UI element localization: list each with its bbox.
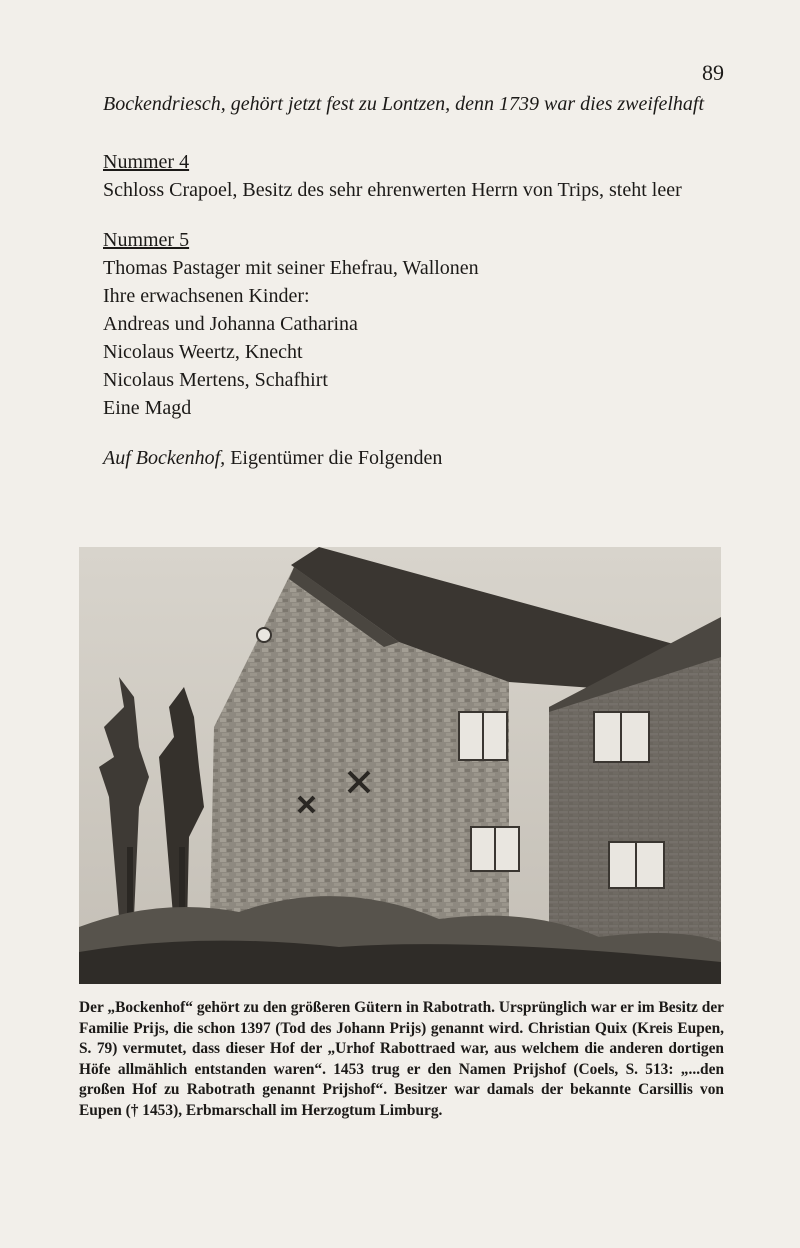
bockenhof-italic: Auf Bockenhof,: [103, 447, 226, 469]
bockenhof-line: [103, 444, 723, 472]
entry-line: Schloss Crapoel, Besitz des sehr ehrenwerten Herrn von Trips, steht leer: [103, 179, 682, 201]
main-text: [103, 90, 723, 472]
bockenhof-rest: Eigentümer die Folgenden: [225, 447, 443, 469]
entry-line: Thomas Pastager mit seiner Ehefrau, Wallonen: [103, 257, 479, 279]
bockenhof-photo-drawing: [79, 547, 721, 984]
page-number: 89: [702, 60, 724, 85]
entry-line: Andreas und Johanna Catharina: [103, 313, 358, 335]
photo-caption: Der „Bockenhof“ gehört zu den größeren Gütern in Rabotrath. Ursprünglich war er im Besitz der Familie Prijs, die schon 1397 (Tod des Johann Prijs) genannt wird. Christian Quix (Kreis Eupen, S. 79) vermutet, dass dieser Hof der „Urhof Rabottraed war, aus welchem die anderen dortigen Höfe allmählich entstanden waren“. 1453 trug er den Namen Prijshof (Coels, S. 513: „...den großen Hof zu Rabotrath genannt Prijshof“. Besitzer war damals der bekannte Carsillis von Eupen († 1453), Erbmarschall im Herzogtum Limburg.: [79, 999, 724, 1119]
entry-line: Eine Magd: [103, 397, 192, 419]
bockenhof-photo: [79, 547, 721, 984]
entry-heading: Nummer 4: [103, 151, 190, 173]
entry-nummer-4: [103, 148, 723, 204]
entry-line: Nicolaus Mertens, Schafhirt: [103, 369, 328, 391]
entry-line: Ihre erwachsenen Kinder:: [103, 285, 310, 307]
entry-heading: Nummer 5: [103, 229, 190, 251]
intro-paragraph: Bockendriesch, gehört jetzt fest zu Lontzen, denn 1739 war dies zweifelhaft: [103, 93, 705, 115]
entry-line: Nicolaus Weertz, Knecht: [103, 341, 303, 363]
entry-nummer-5: [103, 226, 723, 422]
